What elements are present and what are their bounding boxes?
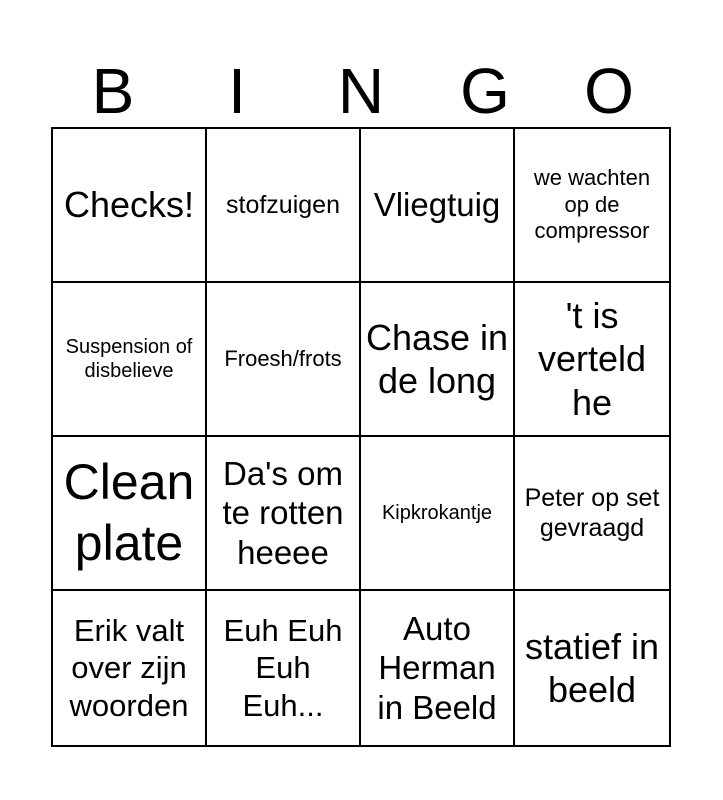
header-letter-b: B: [91, 55, 135, 127]
bingo-cell[interactable]: [515, 591, 669, 745]
bingo-grid: [51, 127, 671, 747]
cell-text: Checks!: [63, 184, 195, 226]
bingo-cell[interactable]: [515, 283, 669, 437]
cell-text: statief in beeld: [524, 625, 660, 710]
cell-text: Da's om te rotten heeee: [222, 454, 344, 571]
cell-text: Clean plate: [63, 454, 195, 571]
cell-text: Froesh/frots: [224, 345, 342, 371]
cell-text: we wachten op de compressor: [533, 165, 651, 244]
header-letter-o: O: [584, 55, 634, 127]
bingo-header: [51, 55, 671, 127]
bingo-cell[interactable]: [515, 129, 669, 283]
bingo-cell[interactable]: [207, 591, 361, 745]
cell-text: Erik valt over zijn woorden: [69, 613, 189, 723]
cell-text: Vliegtuig: [373, 186, 501, 224]
header-letter-n: N: [337, 55, 385, 127]
bingo-cell[interactable]: [207, 283, 361, 437]
cell-text: Chase in de long: [365, 316, 509, 401]
cell-text: Euh Euh Euh Euh...: [223, 613, 343, 723]
cell-text: Kipkrokantje: [381, 502, 493, 524]
bingo-cell[interactable]: [53, 129, 207, 283]
bingo-cell[interactable]: [207, 437, 361, 591]
header-letter-i: I: [228, 55, 246, 127]
bingo-cell[interactable]: [207, 129, 361, 283]
bingo-cell[interactable]: [361, 591, 515, 745]
bingo-cell[interactable]: [361, 283, 515, 437]
cell-text: Auto Herman in Beeld: [377, 609, 497, 726]
bingo-cell[interactable]: [515, 437, 669, 591]
bingo-cell[interactable]: [53, 437, 207, 591]
bingo-cell[interactable]: [53, 283, 207, 437]
bingo-cell[interactable]: [361, 129, 515, 283]
cell-text: Peter op set gevraagd: [524, 484, 660, 542]
cell-text: Suspension of disbelieve: [65, 336, 193, 382]
bingo-cell[interactable]: [361, 437, 515, 591]
cell-text: stofzuigen: [226, 191, 340, 219]
bingo-cell[interactable]: [53, 591, 207, 745]
header-letter-g: G: [460, 55, 510, 127]
cell-text: 't is verteld he: [537, 295, 647, 423]
